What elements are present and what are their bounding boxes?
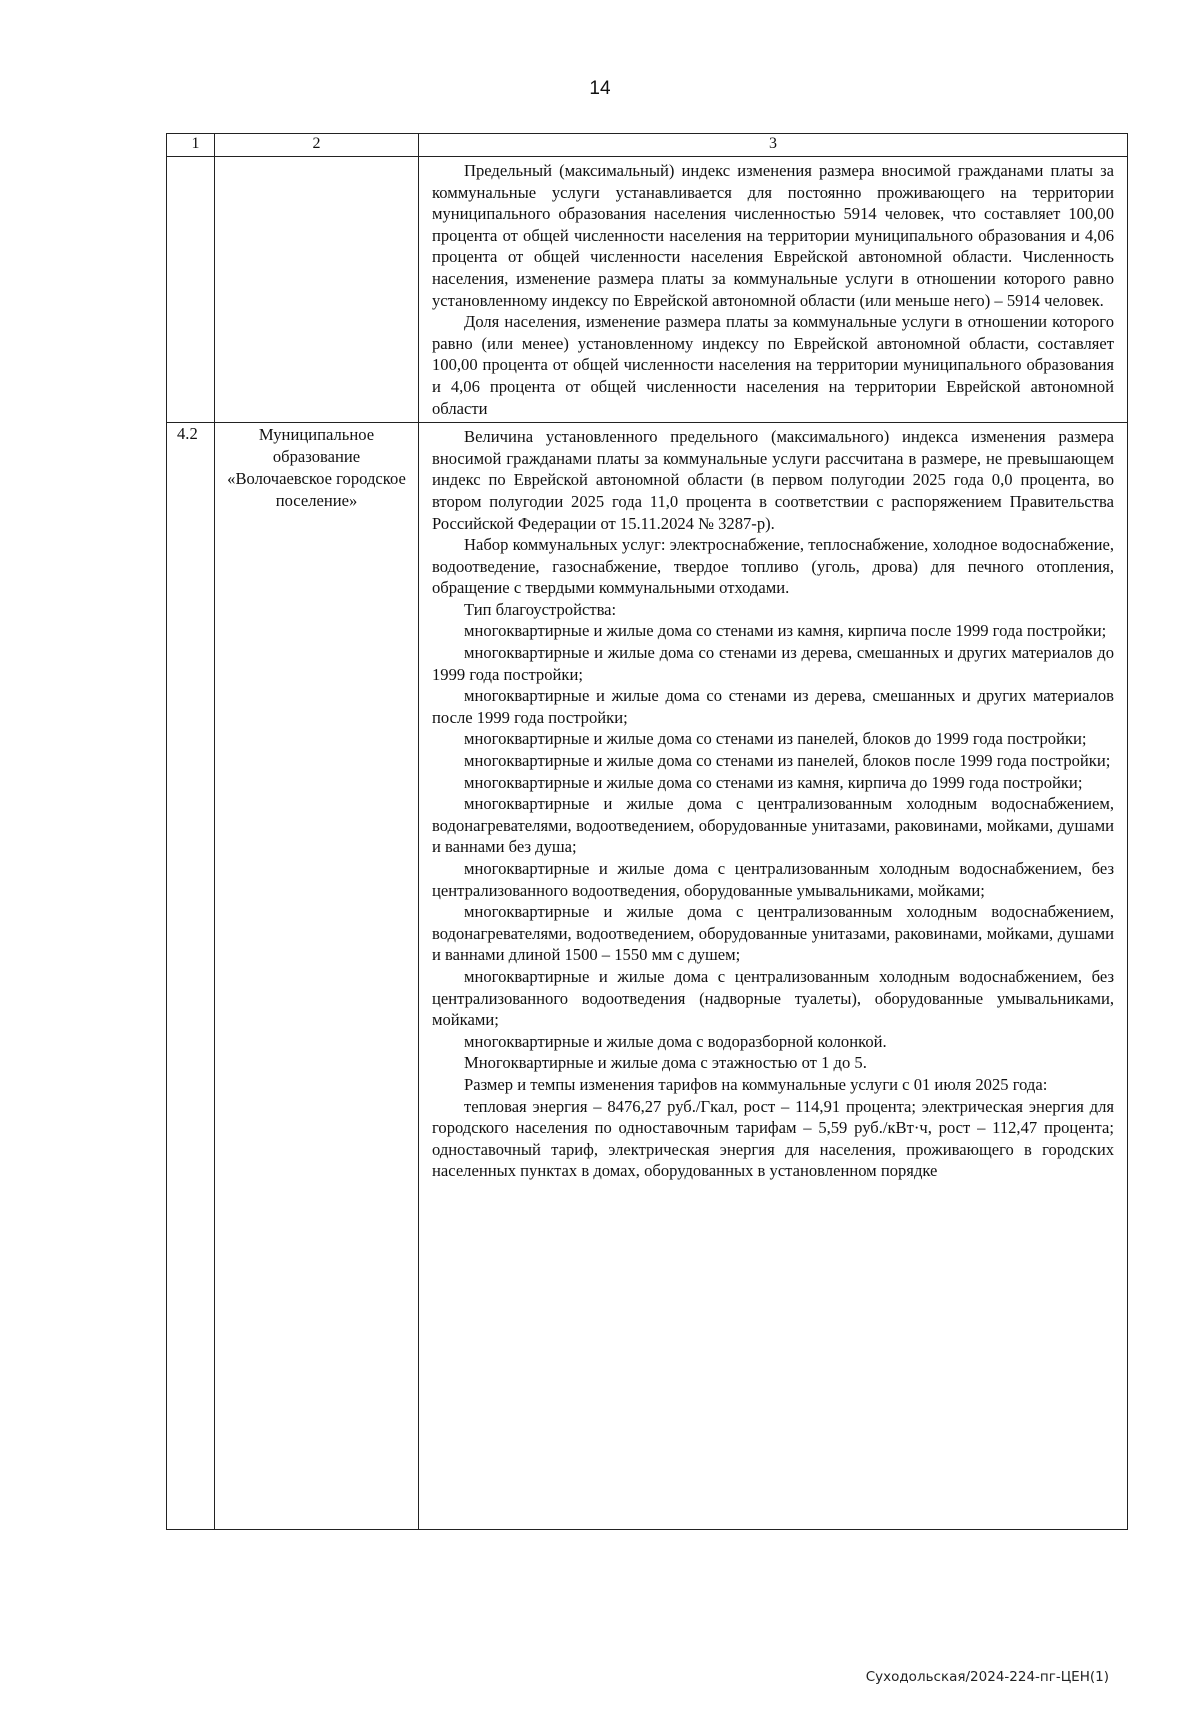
paragraph: Набор коммунальных услуг: электроснабжение, теплоснабжение, холодное водоснабжение, водоотведение, газоснабжение, твердое топливо (уголь, дрова) для печного отопления, обращение с твердыми коммунальными отходами. [432, 535, 1114, 598]
list-item: многоквартирные и жилые дома со стенами из дерева, смешанных и других материалов после 1999 года постройки; [432, 686, 1114, 727]
paragraph: Тип благоустройства: [464, 599, 617, 619]
document-table [166, 133, 1128, 1530]
list-item: многоквартирные и жилые дома с водоразборной колонкой. [464, 1031, 887, 1051]
paragraph: Доля населения, изменение размера платы за коммунальные услуги в отношении которого равно (или менее) установленному индексу по Еврейской автономной области, составляет 100,00 процента от общей численности населения на территории муниципального образования и 4,06 процента от общей численности населения на территории Еврейской автономной области [432, 312, 1114, 418]
list-item: многоквартирные и жилые дома с централизованным холодным водоснабжением, без централизованного водоотведения, оборудованные умывальниками, мойками; [432, 859, 1114, 900]
header-col-3: 3 [419, 134, 1128, 157]
paragraph: тепловая энергия – 8476,27 руб./Гкал, рост – 114,91 процента; электрическая энергия для городского населения по одноставочным тарифам – 5,59 руб./кВт·ч, рост – 112,47 процента; одноставочный тариф, электрическая энергия для населения, проживающего в городских населенных пунктах в домах, оборудованных в установленном порядке [432, 1096, 1114, 1181]
document-footer-code: Суходольская/2024-224-пг-ЦЕН(1) [865, 1669, 1109, 1685]
header-col-1: 1 [167, 134, 215, 157]
list-item: многоквартирные и жилые дома со стенами из дерева, смешанных и других материалов до 1999 года постройки; [432, 643, 1114, 684]
list-item: многоквартирные и жилые дома со стенами из панелей, блоков до 1999 года постройки; [464, 729, 1087, 749]
row-number: 4.2 [167, 423, 215, 1530]
list-item: многоквартирные и жилые дома с централизованным холодным водоснабжением, без централизованного водоотведения (надворные туалеты), оборудованные умывальниками, мойками; [432, 966, 1114, 1030]
list-item: многоквартирные и жилые дома со стенами из камня, кирпича после 1999 года постройки; [464, 621, 1107, 641]
paragraph: Многоквартирные и жилые дома с этажностью от 1 до 5. [464, 1053, 867, 1073]
list-item: многоквартирные и жилые дома со стенами из камня, кирпича до 1999 года постройки; [464, 772, 1083, 792]
paragraph: Предельный (максимальный) индекс изменения размера вносимой гражданами платы за коммунальные услуги устанавливается для постоянно проживающего на территории муниципального образования населения численностью 5914 человек, что составляет 100,00 процента от общей численности населения на территории муниципального образования и 4,06 процента от общей численности населения Еврейской автономной области. Численность населения, изменение размера платы за коммунальные услуги в отношении которого равно установленному индексу по Еврейской автономной области (или меньше него) – 5914 человек. [432, 161, 1114, 310]
page-number: 14 [589, 78, 611, 99]
list-item: многоквартирные и жилые дома с централизованным холодным водоснабжением, водонагревателями, водоотведением, оборудованные унитазами, раковинами, мойками, душами и ваннами без душа; [432, 794, 1114, 857]
municipality-name: Муниципальное образование «Волочаевское городское поселение» [215, 423, 419, 1530]
row-name [215, 157, 419, 423]
header-col-2: 2 [215, 134, 419, 157]
paragraph: Размер и темпы изменения тарифов на коммунальные услуги с 01 июля 2025 года: [464, 1074, 1048, 1094]
row-text [419, 157, 1128, 423]
table-row-continued [167, 157, 1128, 423]
list-item: многоквартирные и жилые дома со стенами из панелей, блоков после 1999 года постройки; [464, 751, 1111, 771]
row-number [167, 157, 215, 423]
paragraph: Величина установленного предельного (максимального) индекса изменения размера вносимой гражданами платы за коммунальные услуги рассчитана в размере, не превышающем индекс по Еврейской автономной области (в первом полугодии 2025 года 0,0 процента, во втором полугодии 2025 года 11,0 процента в соответствии с распоряжением Правительства Российской Федерации от 15.11.2024 № 3287-р). [432, 427, 1114, 533]
table-row-4-2 [167, 423, 1128, 1530]
row-text [419, 423, 1128, 1530]
list-item: многоквартирные и жилые дома с централизованным холодным водоснабжением, водонагревателями, водоотведением, оборудованные унитазами, раковинами, мойками, душами и ваннами длиной 1500 – 1550 мм с душем; [432, 902, 1114, 965]
table-header-row [167, 134, 1128, 157]
